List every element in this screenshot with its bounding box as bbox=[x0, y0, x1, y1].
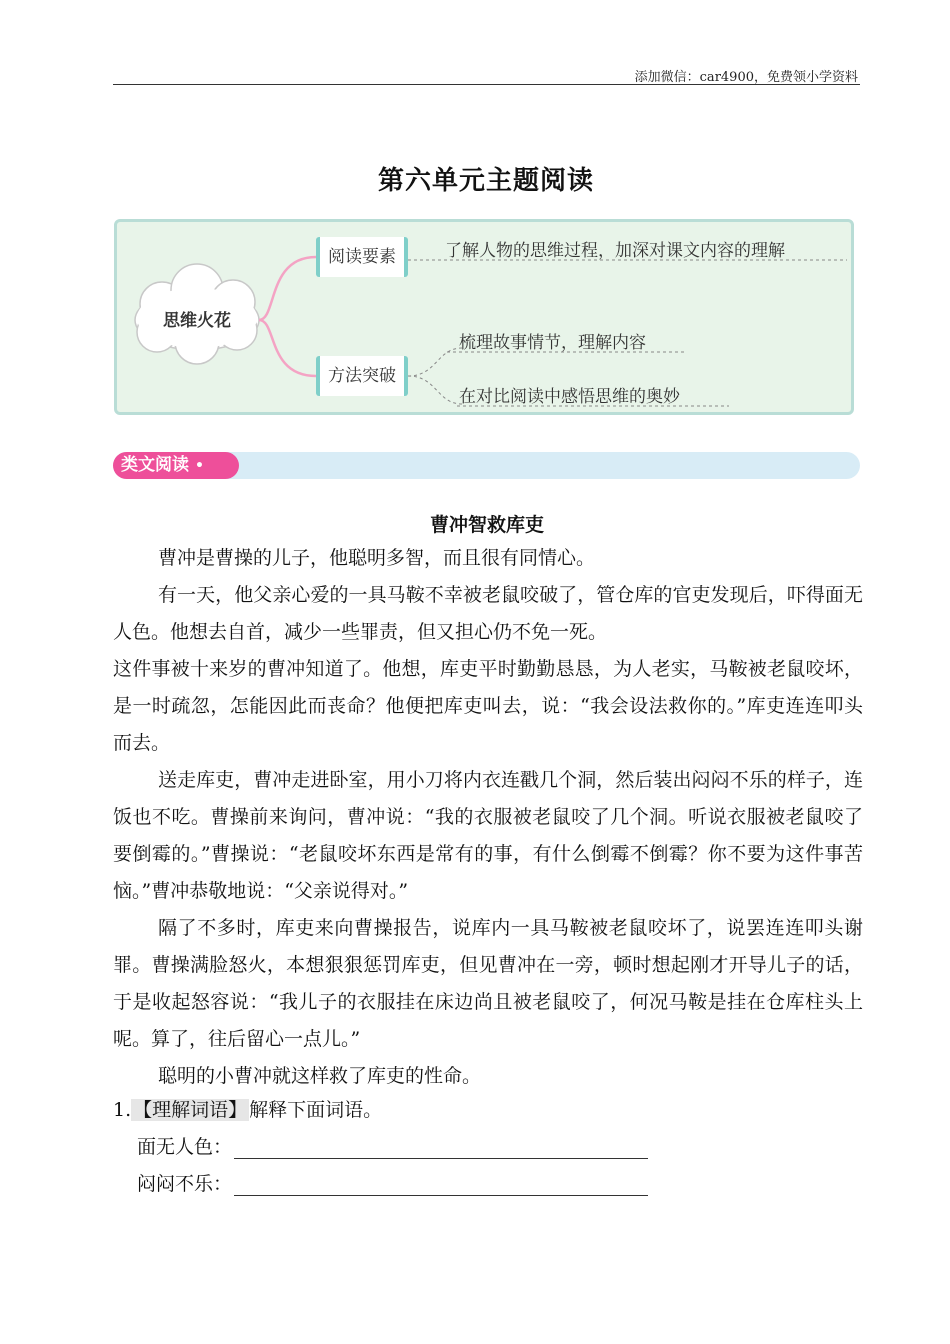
question-number: 1. bbox=[113, 1099, 132, 1121]
mindmap-node-reading: 阅读要素 bbox=[316, 237, 408, 277]
mindmap-leaf-method-1: 梳理故事情节，理解内容 bbox=[459, 333, 646, 353]
question-prompt: 解释下面词语。 bbox=[249, 1099, 383, 1121]
answer-row bbox=[137, 1132, 648, 1159]
answer-blank[interactable] bbox=[234, 1171, 648, 1196]
mindmap-node-method: 方法突破 bbox=[316, 356, 408, 396]
article-paragraph: 聪明的小曹冲就这样救了库吏的性命。 bbox=[158, 1065, 482, 1087]
answer-blank[interactable] bbox=[234, 1134, 648, 1159]
article-paragraph: 隔了不多时，库吏来向曹操报告，说库内一具马鞍被老鼠咬坏了，说罢连连叩头谢罪。曹操满脸怒火，本想狠狠惩罚库吏，但见曹冲在一旁，顿时想起刚才开导儿子的话，于是收起怒容说：“我儿子的衣服挂在床边尚且被老鼠咬了，何况马鞍是挂在仓库柱头上呢。算了，往后留心一点儿。” bbox=[113, 917, 863, 1050]
article-paragraph: 曹冲是曹操的儿子，他聪明多智，而且很有同情心。 bbox=[158, 547, 596, 569]
article-title: 曹冲智救库吏 bbox=[429, 514, 544, 536]
question-label: 【理解词语】 bbox=[133, 1099, 248, 1121]
header-note: 添加微信：car4900，免费领小学资料 bbox=[634, 70, 858, 85]
connector-top bbox=[259, 257, 316, 320]
article-paragraph: 这件事被十来岁的曹冲知道了。他想，库吏平时勤勤恳恳，为人老实，马鞍被老鼠咬坏，是一时疏忽，怎能因此而丧命？他便把库吏叫去，说：“我会设法救你的。”库吏连连叩头而去。 bbox=[113, 658, 863, 754]
article-paragraph: 有一天，他父亲心爱的一具马鞍不幸被老鼠咬破了，管仓库的官吏发现后，吓得面无人色。他想去自首，减少一些罪责，但又担心仍不免一死。 bbox=[113, 584, 863, 643]
answer-term: 闷闷不乐： bbox=[137, 1173, 233, 1195]
connector-bottom bbox=[259, 320, 316, 376]
section-tag bbox=[113, 452, 239, 479]
article-paragraph: 送走库吏，曹冲走进卧室，用小刀将内衣连戳几个洞，然后装出闷闷不乐的样子，连饭也不吃。曹操前来询问，曹冲说：“我的衣服被老鼠咬了几个洞。听说衣服被老鼠咬了要倒霉的。”曹操说：“老鼠咬坏东西是常有的事，有什么倒霉不倒霉？你不要为这件事苦恼。”曹冲恭敬地说：“父亲说得对。” bbox=[113, 769, 863, 902]
header-rule bbox=[113, 84, 860, 85]
page-title: 第六单元主题阅读 bbox=[377, 166, 594, 196]
question-1 bbox=[113, 1095, 382, 1122]
article-body bbox=[113, 540, 863, 1095]
section-tag-label: 类文阅读 bbox=[121, 455, 189, 475]
answer-term: 面无人色： bbox=[137, 1136, 233, 1158]
mindmap bbox=[114, 219, 854, 415]
answer-row bbox=[137, 1169, 648, 1196]
mindmap-leaf-method-2: 在对比阅读中感悟思维的奥妙 bbox=[459, 387, 680, 407]
mindmap-leaf-reading: 了解人物的思维过程，加深对课文内容的理解 bbox=[445, 241, 785, 261]
mindmap-center-label: 思维火花 bbox=[163, 311, 231, 331]
section-tag-dot: • bbox=[195, 458, 204, 474]
